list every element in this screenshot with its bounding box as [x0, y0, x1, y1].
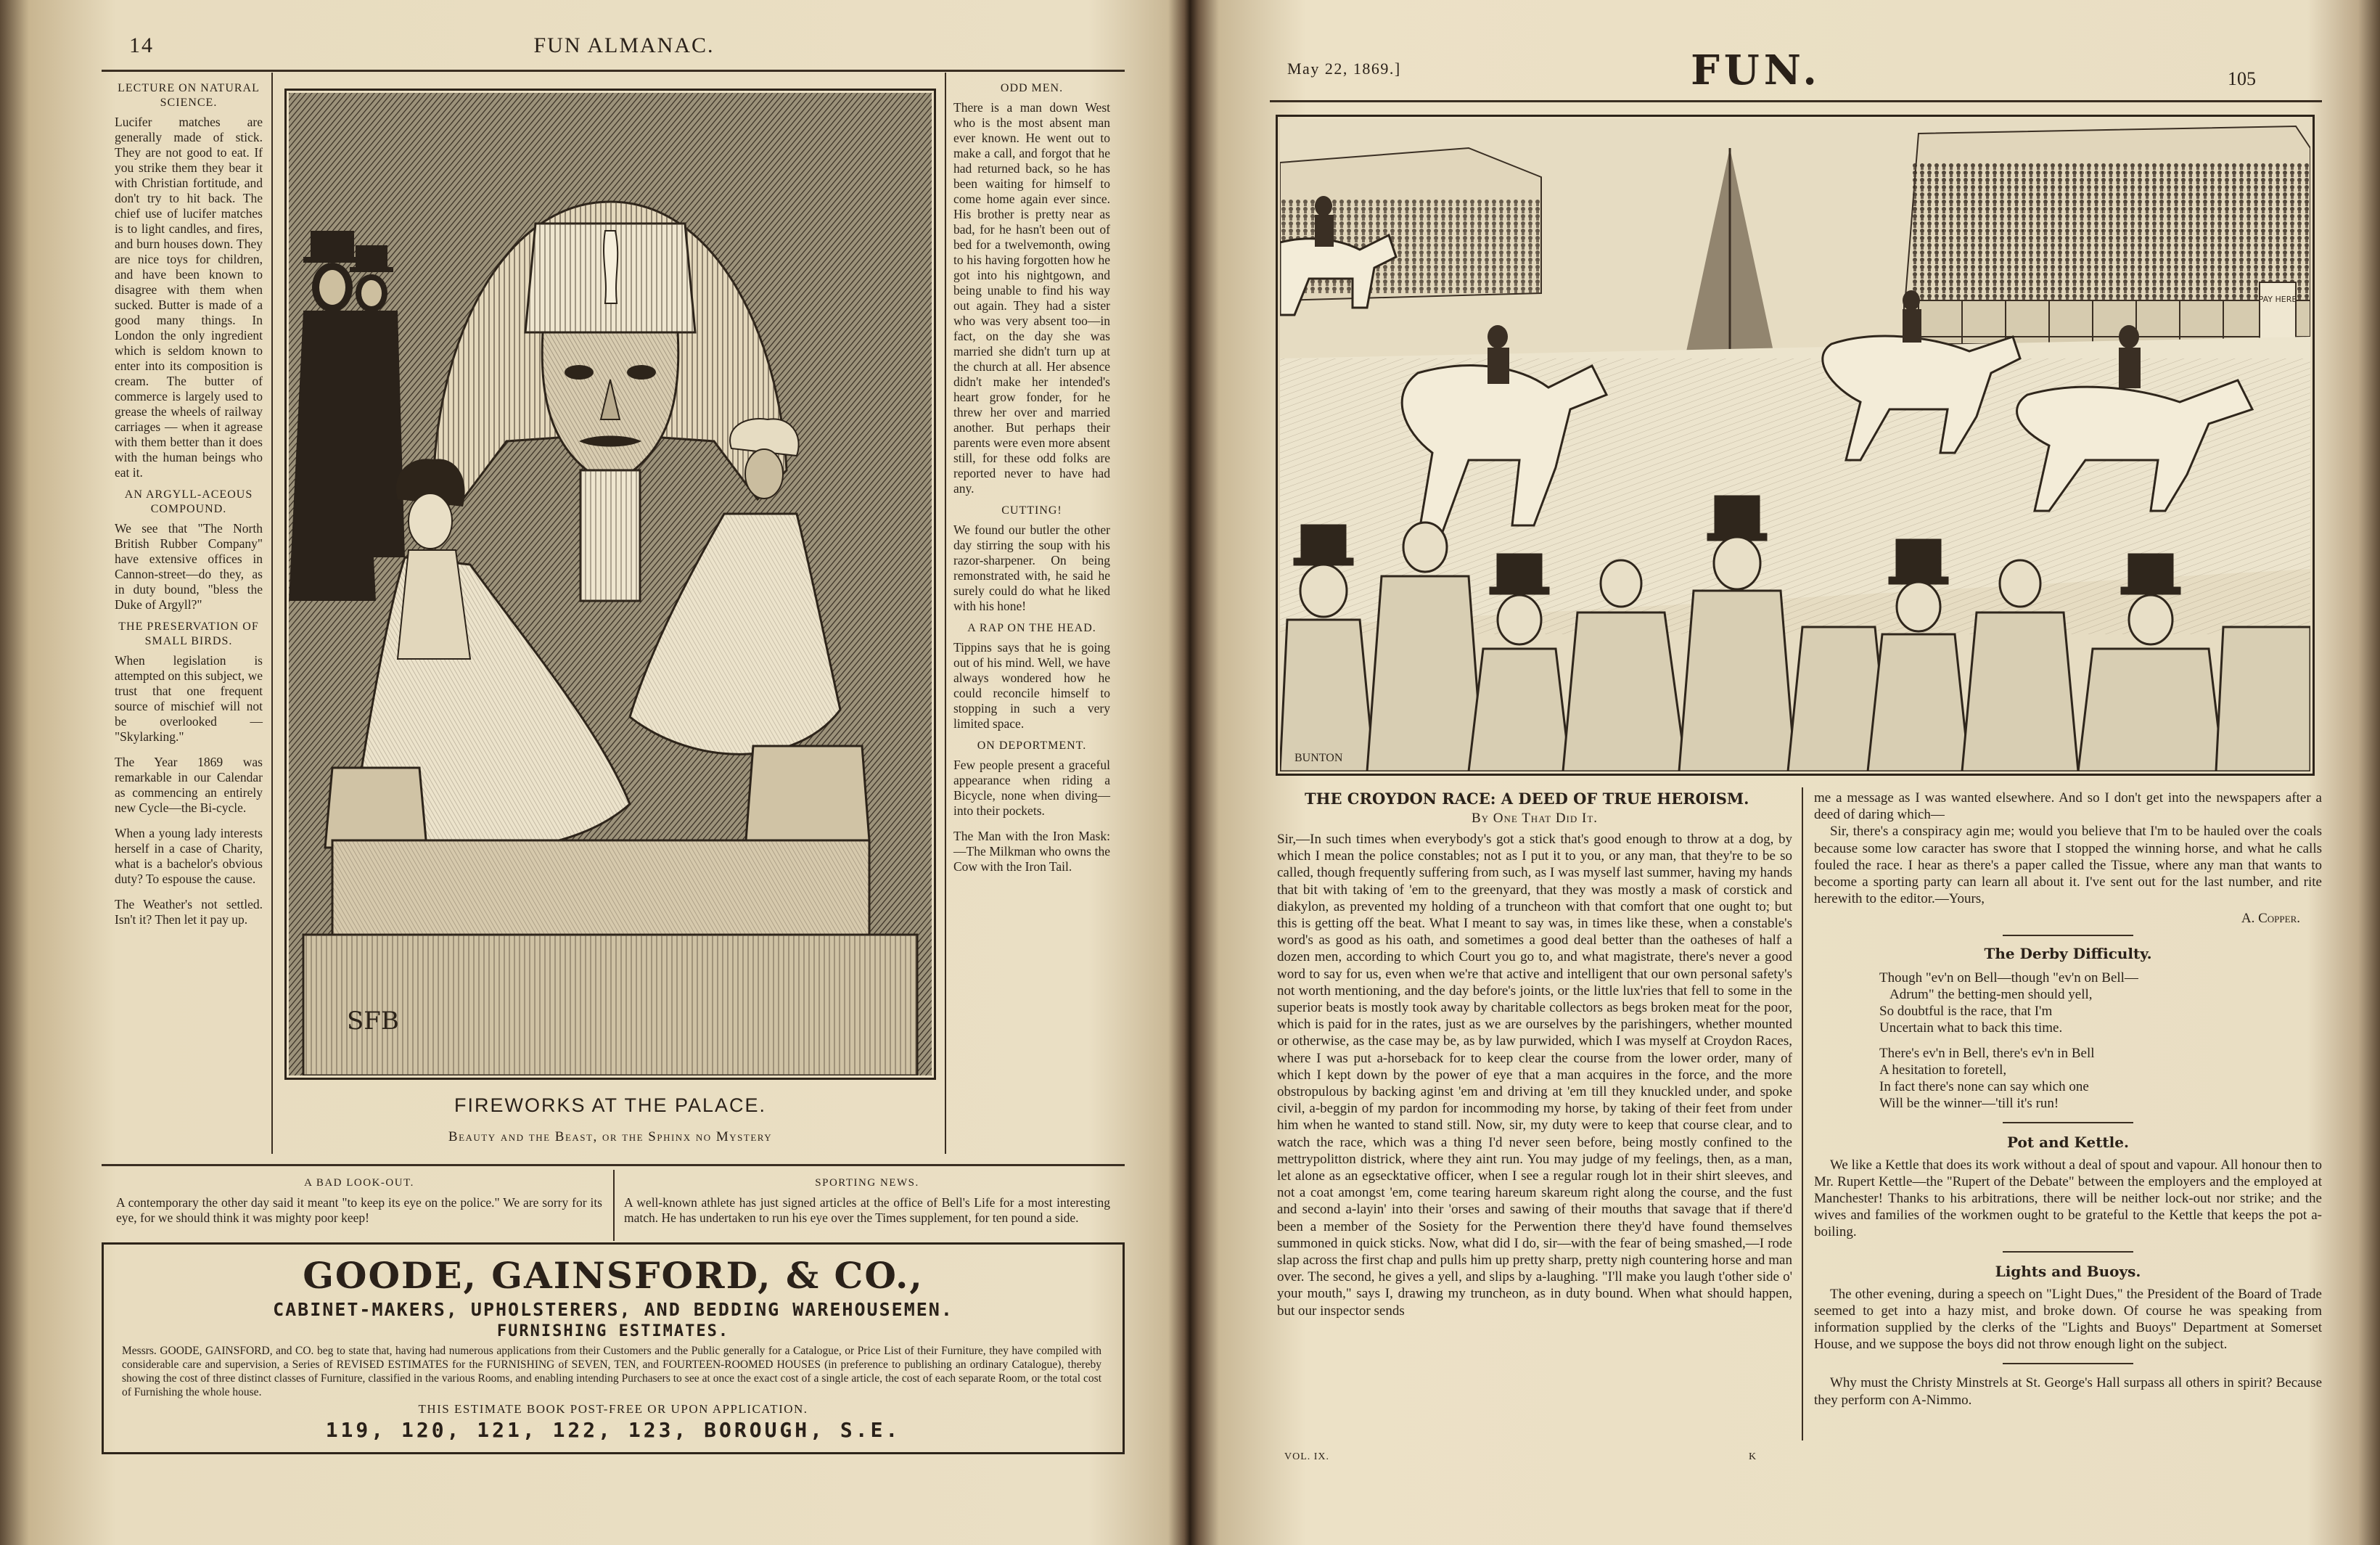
poem-line: Will be the winner—'till it's run!: [1879, 1095, 2059, 1111]
divider: [2003, 935, 2133, 936]
col3-heading: ODD MEN.: [1000, 82, 1064, 94]
col1-heading: AN ARGYLL-ACEOUS COMPOUND.: [124, 488, 253, 515]
right-column: [953, 81, 1110, 879]
poem-line: So doubtful is the race, that I'm: [1879, 1003, 2053, 1019]
bad-lookout: [116, 1177, 602, 1226]
article-continued: me a message as I was wanted elsewhere. And so I don't get into the newspapers after a deed of daring which—: [1814, 790, 2322, 823]
pot-title: Pot and Kettle.: [2007, 1133, 2129, 1151]
col1-paragraph: The Year 1869 was remarkable in our Calendar as commencing an entirely new Cycle—the Bi-cycle.: [115, 755, 263, 815]
running-head: FUN ALMANAC.: [533, 33, 715, 57]
bad-lookout-title: A BAD LOOK-OUT.: [304, 1177, 414, 1189]
col1-heading: THE PRESERVATION OF SMALL BIRDS.: [118, 620, 259, 647]
advert-address: 119, 120, 121, 122, 123, BOROUGH, S.E.: [325, 1418, 901, 1442]
column-rule: [1802, 787, 1803, 1441]
column-rule: [945, 73, 946, 1154]
advert-subtitle: FURNISHING ESTIMATES.: [496, 1322, 730, 1340]
sphinx-illustration: [289, 93, 932, 1075]
column-rule: [613, 1170, 615, 1241]
col3-paragraph: We found our butler the other day stirring the soup with his razor-sharpener. On being remonstrated with, he said he surely could do what he liked with his hone!: [953, 522, 1110, 613]
col3-heading: A RAP ON THE HEAD.: [967, 622, 1096, 634]
column-rule: [271, 73, 273, 1154]
col1-paragraph: Lucifer matches are generally made of stick. They are not good to eat. If you strike them they bear it with Christian fortitude, and don't try to hit back. The chief use of lucifer matches is to light candles, and fires, and burn houses down. They are nice toys for children, and have been known to disagree with them when sucked. Butter is made of a good many things. In London the only ingredient which is seldom known to enter into its composition is cream. The butter of commerce is largely used to grease the wheels of railway carriages — when it agrease with them better than it does with the human beings who eat it.: [115, 115, 263, 480]
left-column: [115, 81, 263, 932]
poem-line: Adrum" the betting-men should yell,: [1889, 986, 2093, 1002]
pot-text: We like a Kettle that does its work without a deal of spout and vapour. All honour then to Mr. Rupert Kettle—the "Rupert of the Debate" between the employers and the employed at Manchester! Thanks to his arbitrations, there will be neither lock-out nor strike; and the wives and families of the workmen ought to be grateful to the Kettle that keeps the pot a-boiling.: [1814, 1157, 2322, 1240]
left-page: [0, 0, 1183, 1545]
col3-heading: ON DEPORTMENT.: [977, 739, 1087, 752]
sporting-news-text: A well-known athlete has just signed articles at the office of Bell's Life for a most interesting match. He has undertaken to run his eye over the Times supplement, for ten pound a side.: [624, 1195, 1110, 1225]
col1-paragraph: When a young lady interests herself in a case of Charity, what is a bachelor's obvious duty? To espouse the cause.: [115, 826, 263, 886]
col1-paragraph: The Weather's not settled. Isn't it? Then let it pay up.: [115, 897, 263, 927]
divider: [2003, 1363, 2133, 1364]
col1-paragraph: We see that "The North British Rubber Company" have extensive offices in Cannon-street—do they, as in duty bound, "bless the Duke of Argyll?": [115, 521, 263, 612]
poem-line: There's ev'n in Bell, there's ev'n in Bell: [1879, 1045, 2095, 1061]
lights-text: The other evening, during a speech on "Light Dues," the President of the Board of Trade seemed to get into a hazy mist, and broke down. Of course he was speaking from information supplied by the clerks of the "Lights and Buoys" Department at Somerset House, and we suppose the boys did not throw enough light on the subject.: [1814, 1286, 2322, 1353]
pay-here-sign: PAY HERE: [2258, 295, 2297, 304]
header-rule: [1270, 100, 2322, 102]
divider: [2003, 1122, 2133, 1123]
poem-line: Uncertain what to back this time.: [1879, 1020, 2063, 1036]
article-text: Sir,—In such times when everybody's got a stick that's good enough to throw at a dog, by which I mean the police constables; not as I put it to you, or any man, that they're to be so called, though frequently suffering from such, as I was myself last summer, having my hands that bit with taking of 'em to the greenyard, that they was mostly a mask of corstick and diakylon, as prevented my holding of a truncheon with that comfort that one ought to; but this is getting off the beat. What I meant to say was, in times like these, when a constable's word's as good as his oath, and sometimes a good deal better than the oatheses of half a dozen men, according to which Court you go to, and what magistrate, there's never a good word to say for us, even when we're that active and intelligent that our own personal safety's not worth mentioning, and the day before's joints, or the little lux'ries that fell to some in the superior beats is mostly took away by charitable collectors as begs broken meat for the poor, which is paid for in the rates, just as we are ourselves by the parishingers, whether mounted or otherwise, as the case may be, as by law purwided, which I was myself at Croydon Races, where I was put a-horseback for to keep clear the course from the lower order, many of which I kept down by the power of eye that a man acquires in the force, and the more obstropulous by backing aginst 'em and driving at 'em till they knuckled under, and spoke civil, a-beggin of my pardon for incommoding my horse, by taking of their feet from under him when he wanted to stand still. Now, sir, my duty were to keep that course clear, and to watch the race, which was a thing I'd never seen before, being mostly confined to the mettrypolitton districk, where they aint run. You may judge of my feelings, then, as a man, let alone as an egsecktative officer, when I see a regular rough lot in their shirt sleeves, and not a coat amongst 'em, come tearing hareum skareum right along the course, and the fust and second a-layin' into their 'orses and sawing of their mouths that savage that if there'd been a member of the Sosiety for the Perwention there they'd have found themselves summoned in quick sticks. Now, what did I do, sir—with the fear of being smashed,—I rode slap across the first chap and pulls him up pretty sharp, pretty nigh countering horse and man over. The second, he gives a yell, and slips by a-laughing. "I'll make you laugh t'other side o' your mouth," says I, drawing my truncheon, as in duty bound. When what should happen, but our inspector sends: [1277, 832, 1792, 1319]
col3-paragraph: The Man with the Iron Mask:—The Milkman who owns the Cow with the Iron Tail.: [953, 829, 1110, 874]
sporting-news: [624, 1177, 1110, 1226]
col3-paragraph: There is a man down West who is the most absent man ever known. He went out to make a call, and forgot that he had returned back, so he has been waiting for himself to come home again ever since. His brother is pretty near as bad, for he hasn't been out of bed for a twelvemonth, owing to his having forgotten how he got into his nightgown, and being unable to find his way out again. They had a sister who was very absent too—in fact, on the day she was married she didn't turn up at the church at all. Her absence didn't make her intended's heart grow fonder, for he threw her over and married another. But perhaps their parents were even more absent still, for these odd folks are reported never to have had any.: [953, 100, 1110, 496]
race-engraving: [1280, 119, 2310, 771]
riddle-text: Why must the Christy Minstrels at St. George's Hall surpass all others in spirit? Because they perform con A-Nimmo.: [1814, 1375, 2322, 1408]
volume-footer: VOL. IX.: [1284, 1451, 1330, 1462]
right-page: [1197, 0, 2380, 1545]
croydon-article: [1277, 790, 1792, 1319]
bad-lookout-text: A contemporary the other day said it meant "to keep its eye on the police." We are sorry for its eye, for we should think it was mighty poor keep!: [116, 1195, 602, 1225]
masthead: FUN.: [1691, 46, 1821, 94]
issue-date: May 22, 1869.]: [1287, 60, 1401, 78]
signature-mark: K: [1749, 1451, 1757, 1462]
col1-heading: LECTURE ON NATURAL SCIENCE.: [118, 82, 260, 109]
article-title: THE CROYDON RACE: A DEED OF TRUE HEROISM.: [1305, 790, 1749, 808]
page-number: 14: [129, 33, 154, 57]
col3-paragraph: Few people present a graceful appearance when riding a Bicycle, none when diving—into their pockets.: [953, 758, 1110, 818]
divider: [2003, 1251, 2133, 1253]
article-continued: Sir, there's a conspiracy agin me; would you believe that I'm to be hauled over the coals because some low caracter has swore that I stopped the winning horse, and what he calls fouled the race. I hear as there's a paper called the Tissue, where any man that wants to become a sporting party can learn all about it. I've sent out for the last number, and rite herewith to the editor.—Yours,: [1814, 824, 2322, 907]
advert-trade: CABINET-MAKERS, UPHOLSTERERS, AND BEDDING WAREHOUSEMEN.: [273, 1299, 953, 1320]
poem-line: In fact there's none can say which one: [1879, 1078, 2089, 1094]
poem-line: A hesitation to foretell,: [1879, 1062, 2007, 1078]
advert-company: GOODE, GAINSFORD, & CO.,: [303, 1254, 924, 1297]
bottom-rule: [102, 1164, 1125, 1166]
col1-paragraph: When legislation is attempted on this subject, we trust that one frequent source of mischief will not be overlooked — "Skylarking.": [115, 653, 263, 744]
col3-paragraph: Tippins says that he is going out of his mind. Well, we have always wondered how he could reconcile himself to stopping in such a very limited space.: [953, 640, 1110, 731]
sphinx-engraving: [289, 93, 932, 1075]
derby-poem: [1814, 970, 2322, 1112]
col3-heading: CUTTING!: [1001, 504, 1062, 517]
lights-title: Lights and Buoys.: [1995, 1262, 2141, 1280]
illustration-monogram: SFB: [347, 1007, 399, 1036]
header-rule: [102, 70, 1125, 72]
article-byline: By One That Did It.: [1471, 811, 1599, 826]
poem-line: Though "ev'n on Bell—though "ev'n on Bell—: [1879, 970, 2138, 985]
advert-text: Messrs. GOODE, GAINSFORD, and CO. beg to state that, having had numerous applications from their Customers and the Public generally for a Catalogue, or Price List of their Furniture, they have compiled with considerable care and supervision, a Series of REVISED ESTIMATES for the FURNISHING of SEVEN, TEN, and FOURTEEN-ROOMED HOUSES (in preference to publishing an ordinary Catalogue), thereby showing the cost of three distinct classes of Furniture, classified in the various Rooms, and enabling intending Purchasers to see at once the exact cost of a single article, the cost of each separate Room, or the total cost of Furnishing the whole house.: [122, 1345, 1101, 1398]
page-number: 105: [2228, 68, 2256, 89]
advert-book-line: THIS ESTIMATE BOOK POST-FREE OR UPON APPLICATION.: [418, 1402, 808, 1416]
illustration-subcaption: Beauty and the Beast, or the Sphinx no Mystery: [448, 1129, 773, 1144]
illustration-caption: FIREWORKS AT THE PALACE.: [454, 1094, 767, 1116]
derby-title: The Derby Difficulty.: [1984, 944, 2152, 962]
article-signoff: A. Copper.: [2241, 911, 2300, 927]
sporting-news-title: SPORTING NEWS.: [815, 1177, 919, 1189]
race-illustration: [1280, 119, 2310, 771]
artist-signature: BUNTON: [1294, 752, 1343, 764]
right-column: [1814, 790, 2322, 1409]
